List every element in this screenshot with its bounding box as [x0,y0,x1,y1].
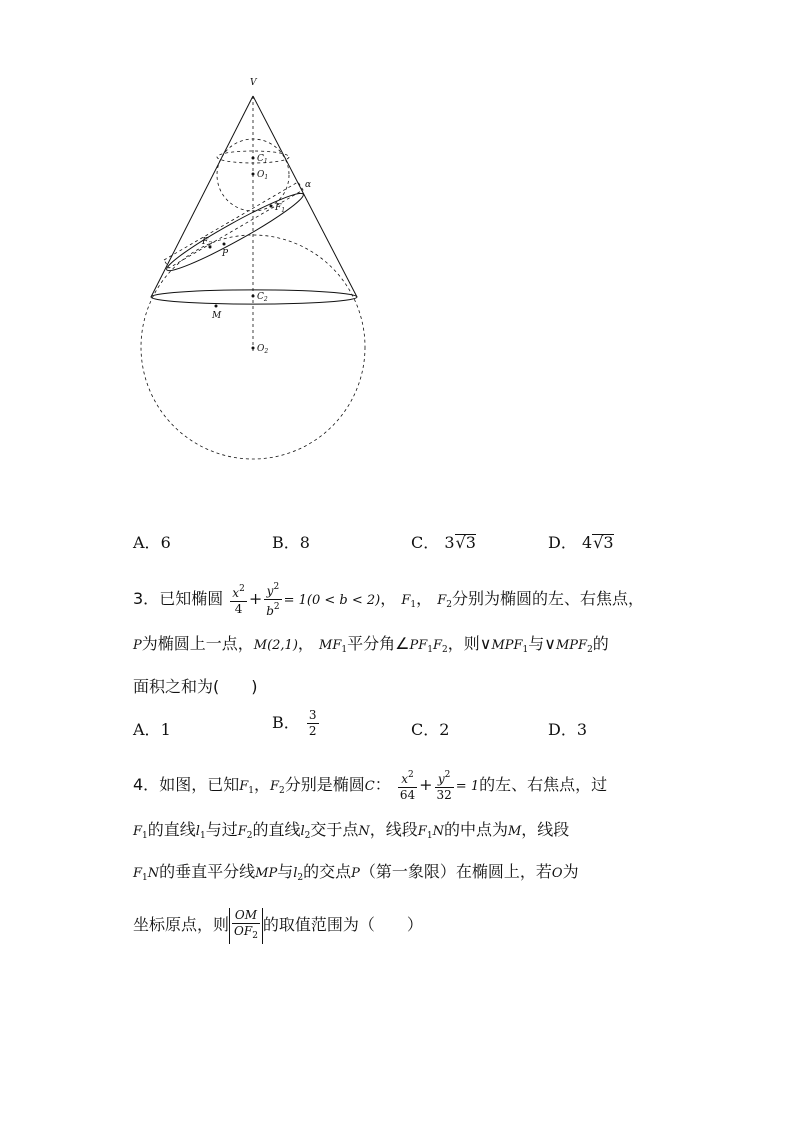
cone-right-edge [253,96,357,297]
q3-line-1: 3．已知椭圆 $\frac{x^2}{4}$ + $\frac{y^2}{b^2}$ = 1(0 < b < 2)， $F_1$， $F_2$分别为椭圆的左、右焦点， [133,582,645,618]
cone-diagram [120,70,390,470]
label-o2: $O_2$ [257,344,269,355]
large-circle-front [151,297,357,304]
label-f2: $F_2$ [202,237,213,248]
fraction-3-2: $\frac{3}{2}$ [308,708,317,738]
label-alpha: α [305,180,312,190]
cone-figure [120,70,390,470]
q2-option-a[interactable]: A．6 [133,533,171,552]
q3-option-a[interactable]: A．1 [133,720,171,739]
q2-option-b[interactable]: B．8 [272,533,310,552]
q3-option-c[interactable]: C．2 [411,720,450,739]
cone-left-edge [151,96,253,297]
point-m [215,305,218,308]
point-f1 [270,205,273,208]
label-c1: $C_1$ [257,154,268,165]
q3-option-d[interactable]: D．3 [548,720,588,739]
sqrt-sign: √3 [455,533,476,552]
point-c1 [252,157,255,160]
q3-option-b[interactable]: B． $\frac{3}{2}$ [272,708,317,738]
point-o1 [252,173,255,176]
q2-option-c[interactable]: C． 3√3 [411,533,476,552]
label-m: M [212,311,222,321]
q4-line-2: $F_1$的直线$l_1$与过$F_2$的直线$l_2$交于点N，线段$F_1N$的中点为M，线段 [133,820,570,841]
q4-line-4: 坐标原点，则 $\frac{OM}{OF_2}$ 的取值范围为（ ） [133,905,423,945]
q4-line-1: 4．如图，已知$F_1$，$F_2$分别是椭圆C： $\frac{x^2}{64}$ + $\frac{y^2}{32}$ = 1的左、右焦点，过 [133,770,608,802]
point-o2 [252,347,255,350]
label-v: V [250,78,257,88]
fraction-x2-4: $\frac{x^2}{4}$ [232,584,245,616]
point-c2 [252,295,255,298]
label-o1: $O_1$ [257,170,269,181]
q2-option-d[interactable]: D． 4√3 [548,533,614,552]
q4-line-3: $F_1N$的垂直平分线MP与$l_2$的交点P（第一象限）在椭圆上，若O为 [133,862,579,883]
label-f1: $F_1$ [275,203,286,214]
label-p: P [222,249,229,259]
fraction-y2-32: $\frac{y^2}{32}$ [436,770,452,802]
sqrt-sign: √3 [593,533,614,552]
fraction-y2-b2: $\frac{y^2}{b^2}$ [266,582,280,618]
point-p [223,243,226,246]
label-c2: $C_2$ [257,292,268,303]
plane-alpha [164,182,303,268]
fraction-x2-64: $\frac{x^2}{64}$ [399,770,416,802]
abs-fraction: $\frac{OM}{OF_2}$ [229,908,263,944]
q3-line-2: P为椭圆上一点，M(2,1)， $MF_1$平分角$\angle PF_1F_2$，则$\vee MPF_1$与$\vee MPF_2$的 [133,634,609,655]
q3-line-3: 面积之和为( ) [133,677,258,696]
